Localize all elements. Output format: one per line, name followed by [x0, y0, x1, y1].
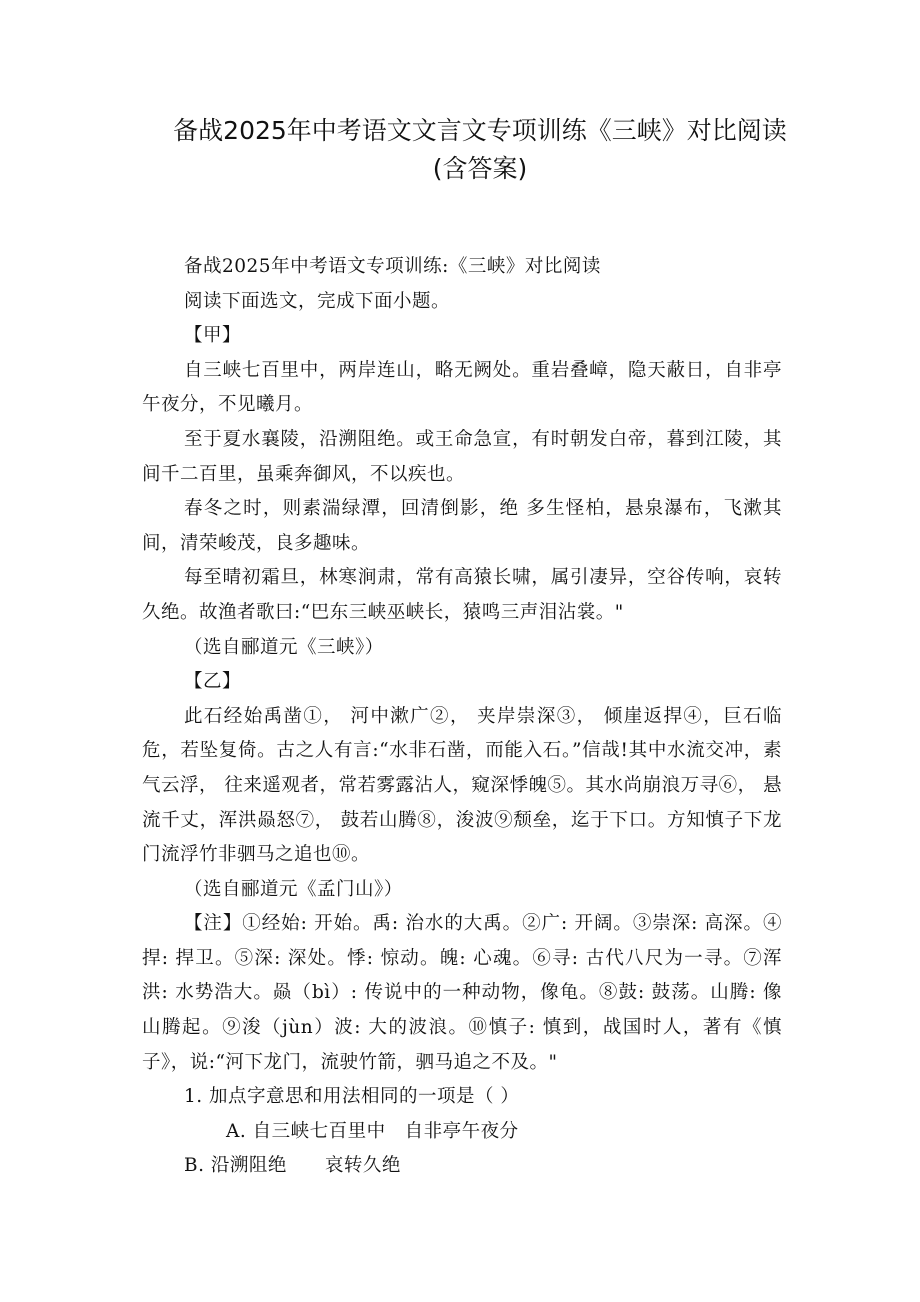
jia-paragraph-1: 自三峡七百里中，两岸连山，略无阙处。重岩叠嶂，隐天蔽日，自非亭午夜分，不见曦月。	[142, 359, 782, 416]
notes: 【注】①经始: 开始。禹: 治水的大禹。②广: 开阔。③崇深: 高深。④捍: 捍卫。⑤深: 深处。悸: 惊动。魄: 心魂。⑥寻: 古代八尺为一寻。⑦浑洪: 水势浩大。赑（bì）: 传说中的一种动物，像龟。⑧鼓: 鼓荡。山腾: 像山腾起。⑨浚（jùn）波: 大的波浪。⑩慎子: 慎到，战国时人，著有《慎子》，说:“河下龙门，流驶竹箭，驷马追之不及。"	[142, 913, 782, 1073]
document-title: 备战2025年中考语文文言文专项训练《三峡》对比阅读(含答案)	[173, 116, 787, 183]
option-b: B. 沿溯阻绝 哀转久绝	[184, 1155, 401, 1177]
section-label-jia: 【甲】	[184, 325, 242, 347]
document-body	[142, 250, 782, 1184]
question-1: 1. 加点字意思和用法相同的一项是（ ）	[184, 1086, 520, 1108]
jia-paragraph-3: 春冬之时，则素湍绿潭，回清倒影，绝 多生怪柏，悬泉瀑布，飞漱其间，清荣峻茂，良多趣味。	[142, 498, 782, 554]
subtitle: 备战2025年中考语文专项训练:《三峡》对比阅读	[184, 256, 601, 277]
instruction: 阅读下面选文，完成下面小题。	[184, 290, 451, 312]
question-1-options	[142, 1115, 782, 1184]
jia-paragraph-4: 每至晴初霜旦，林寒涧肃，常有高猿长啸，属引凄异，空谷传响，哀转久绝。故渔者歌曰:“巴东三峡巫峡长，猿鸣三声泪沾裳。"	[142, 567, 782, 623]
option-a: A. 自三峡七百里中 自非亭午夜分	[226, 1120, 519, 1142]
yi-paragraph: 此石经始禹凿①， 河中漱广②， 夹岸崇深③， 倾崖返捍④，巨石临危，若坠复倚。古之人有言:“水非石凿，而能入石。”信哉!其中水流交冲，素气云浮， 往来遥观者，常若雾露沾人，窥深悸魄⑤。其水尚崩浪万寻⑥， 悬流千丈，浑洪赑怒⑦， 鼓若山腾⑧，浚波⑨颓垒，迄于下口。方知慎子下龙门流浮竹非驷马之追也⑩。	[142, 705, 782, 866]
jia-paragraph-2: 至于夏水襄陵，沿溯阻绝。或王命急宣，有时朝发白帝，暮到江陵，其间千二百里，虽乘奔御风，不以疾也。	[142, 428, 782, 485]
jia-source: （选自郦道元《三峡》）	[184, 636, 384, 658]
yi-source: （选自郦道元《孟门山》）	[184, 878, 403, 900]
section-label-yi: 【乙】	[184, 671, 242, 693]
